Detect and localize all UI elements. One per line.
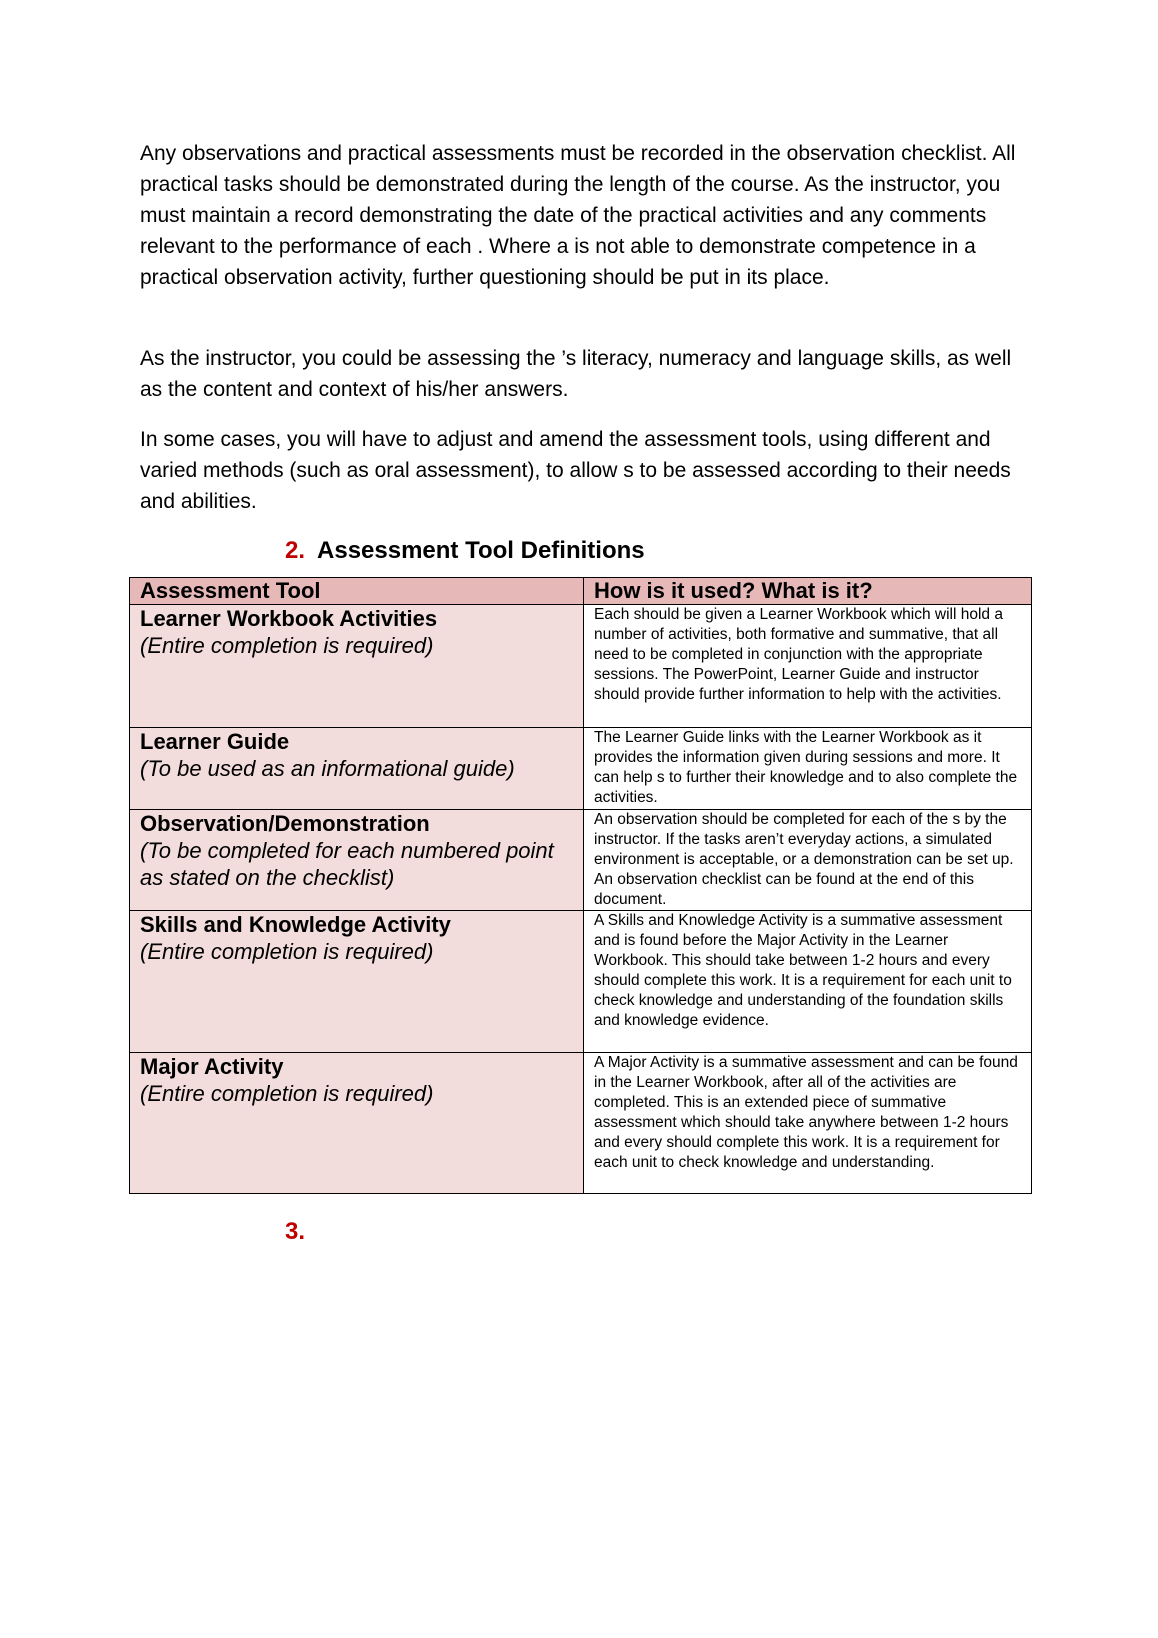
paragraph-adjust-tools: In some cases, you will have to adjust and amend the assessment tools, using different and varied methods (such as oral assessment), to allow s to be assessed according to their needs and abilities. [140, 428, 1011, 513]
tool-note: (Entire completion is required) [140, 1081, 434, 1106]
paragraph-observations: Any observations and practical assessments must be recorded in the observation checklist. All practical tasks should be demonstrated during the length of the course. As the instructor, you must maintain a record demonstrating the date of the practical activities and any comments relevant to the performance of each . Where a is not able to demonstrate competence in a practical observation activity, further questioning should be put in its place. [140, 142, 1016, 289]
tool-description: A Skills and Knowledge Activity is a summative assessment and is found before the Major Activity in the Learner Workbook. This should take between 1-2 hours and every should complete this work. It is a requirement for each unit to check knowledge and understanding of the foundation skills and knowledge evidence. [584, 911, 1032, 1053]
table-row [130, 605, 1032, 728]
tool-note: (Entire completion is required) [140, 939, 434, 964]
tool-note: (To be completed for each numbered point as stated on the checklist) [140, 838, 554, 890]
table-row [130, 1053, 1032, 1194]
section-2-title: Assessment Tool Definitions [317, 537, 645, 564]
table-row [130, 810, 1032, 911]
tool-note: (To be used as an informational guide) [140, 756, 515, 781]
table-header-row [130, 578, 1032, 605]
header-assessment-tool: Assessment Tool [130, 578, 584, 605]
section-3-number: 3. [285, 1218, 306, 1245]
tool-cell [130, 911, 584, 1053]
tool-name: Learner Guide [140, 729, 290, 754]
table-row [130, 728, 1032, 810]
tool-name: Observation/Demonstration [140, 811, 430, 836]
tool-name: Learner Workbook Activities [140, 606, 438, 631]
tool-description: A Major Activity is a summative assessment and can be found in the Learner Workbook, after all of the activities are completed. This is an extended piece of summative assessment which should take anywhere between 1-2 hours and every should complete this work. It is a requirement for each unit to check knowledge and understanding. [584, 1053, 1032, 1194]
tool-cell [130, 810, 584, 911]
tool-name: Major Activity [140, 1054, 284, 1079]
assessment-tool-table [129, 577, 1032, 1194]
section-3-heading [285, 1218, 317, 1246]
tool-name: Skills and Knowledge Activity [140, 912, 451, 937]
tool-description: The Learner Guide links with the Learner Workbook as it provides the information given during sessions and more. It can help s to further their knowledge and to also complete the activities. [584, 728, 1032, 810]
section-2-heading [285, 537, 645, 565]
section-2-number: 2. [285, 537, 306, 564]
tool-cell [130, 605, 584, 728]
tool-description: An observation should be completed for each of the s by the instructor. If the tasks aren’t everyday actions, a simulated environment is acceptable, or a demonstration can be set up. An observation checklist can be found at the end of this document. [584, 810, 1032, 911]
tool-cell [130, 728, 584, 810]
paragraph-literacy: As the instructor, you could be assessing the ’s literacy, numeracy and language skills, as well as the content and context of his/her answers. [140, 347, 1012, 401]
table-row [130, 911, 1032, 1053]
tool-note: (Entire completion is required) [140, 633, 434, 658]
header-how-used: How is it used? What is it? [584, 578, 1032, 605]
tool-description: Each should be given a Learner Workbook which will hold a number of activities, both formative and summative, that all need to be completed in conjunction with the appropriate sessions. The PowerPoint, Learner Guide and instructor should provide further information to help with the activities. [584, 605, 1032, 728]
tool-cell [130, 1053, 584, 1194]
